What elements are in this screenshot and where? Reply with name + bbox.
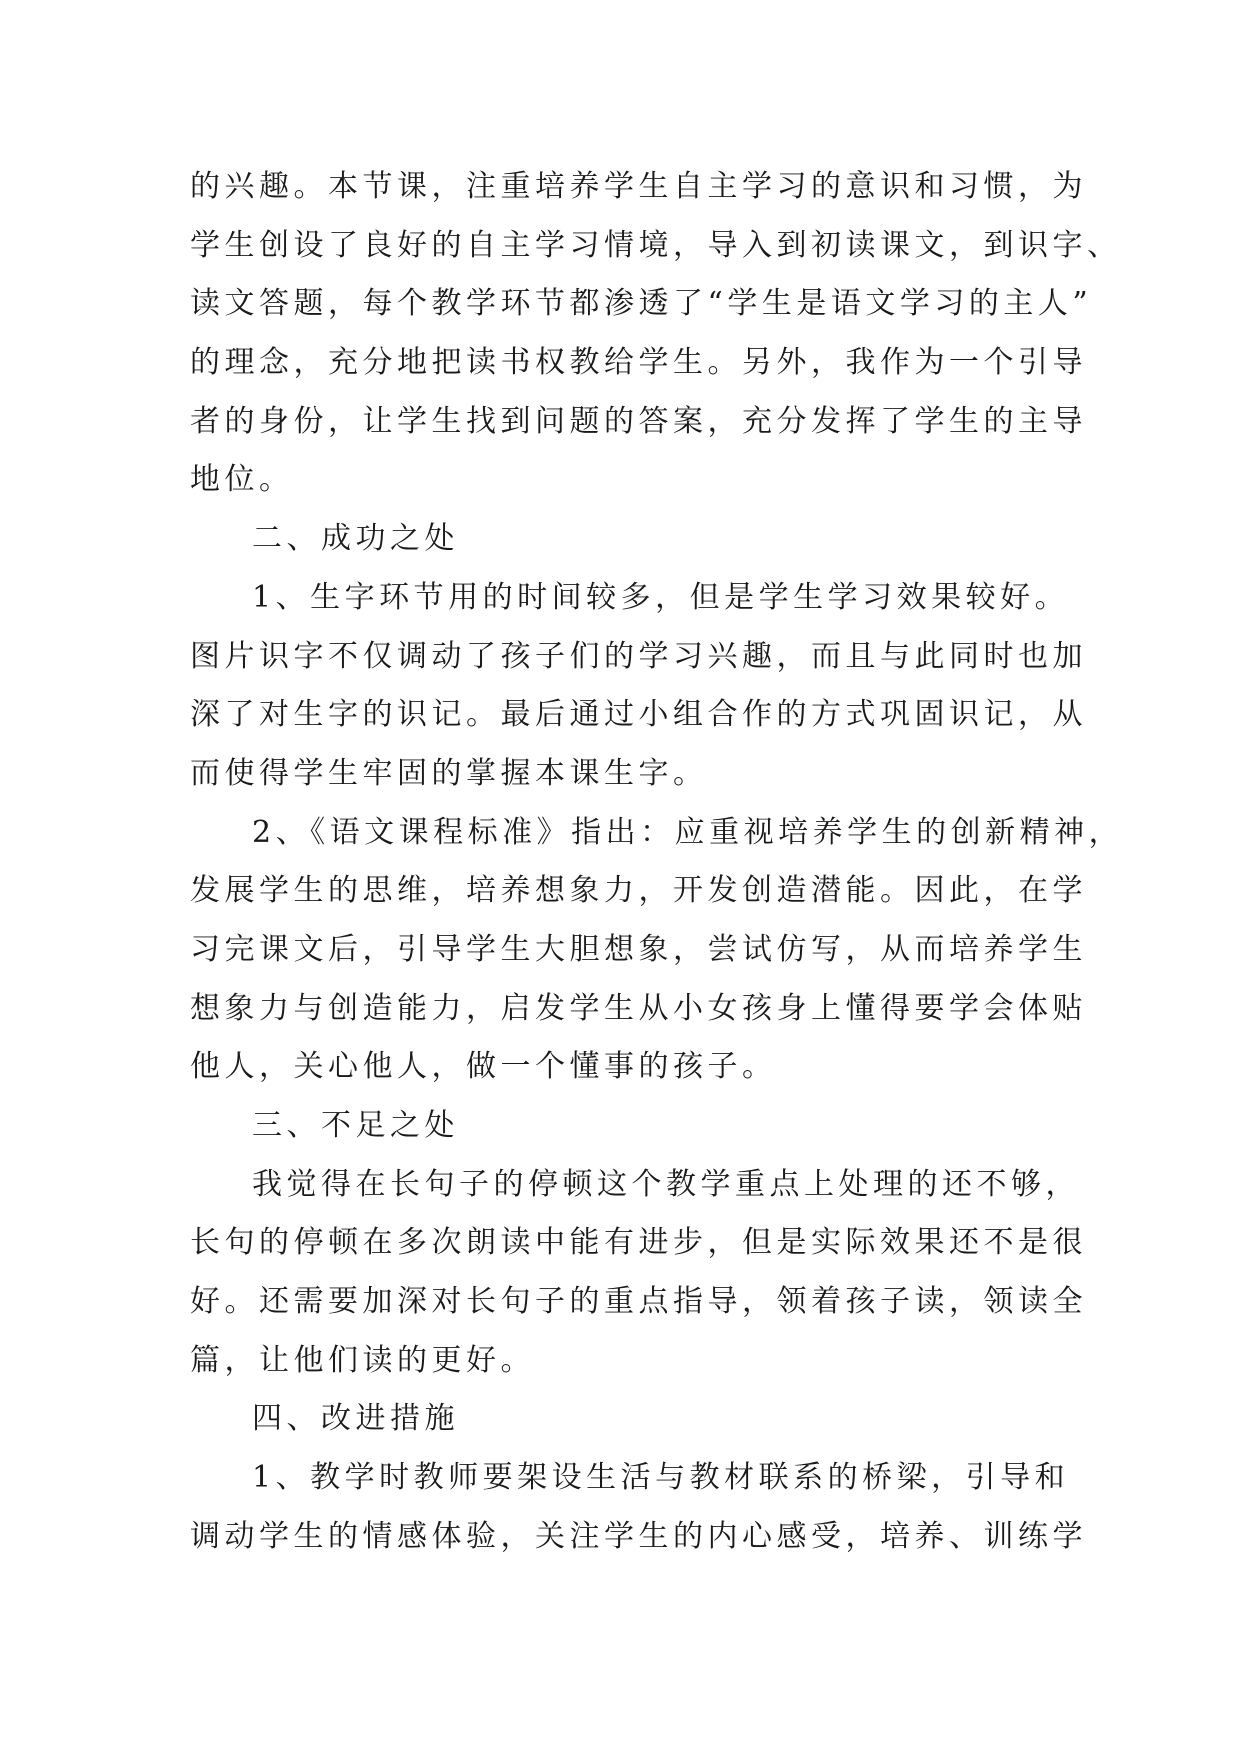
text-line: 学生创设了良好的自主学习情境，导入到初读课文，到识字、: [190, 227, 1122, 263]
text-line: 的理念，充分地把读书权教给学生。另外，我作为一个引导: [190, 345, 1087, 381]
text-line: 而使得学生牢固的掌握本课生字。: [190, 755, 708, 791]
text-line: 图片识字不仅调动了孩子们的学习兴趣，而且与此同时也加: [190, 638, 1087, 674]
text-line: 好。还需要加深对长句子的重点指导，领着孩子读，领读全: [190, 1284, 1087, 1320]
paragraph-start: 1、生字环节用的时间较多，但是学生学习效果较好。: [252, 579, 1070, 615]
section-heading: 四、改进措施: [252, 1401, 459, 1437]
paragraph-start: 1、教学时教师要架设生活与教材联系的桥梁，引导和: [252, 1460, 1070, 1496]
text-line: 地位。: [190, 462, 294, 498]
text-line: 习完课文后，引导学生大胆想象，尝试仿写，从而培养学生: [190, 931, 1087, 967]
section-heading: 三、不足之处: [252, 1108, 459, 1143]
text-line: 想象力与创造能力，启发学生从小女孩身上懂得要学会体贴: [190, 990, 1087, 1026]
text-line: 他人，关心他人，做一个懂事的孩子。: [190, 1049, 777, 1085]
paragraph-start: 我觉得在长句子的停顿这个教学重点上处理的还不够，: [252, 1166, 1080, 1202]
document-body: [190, 158, 1124, 1567]
text-line: 调动学生的情感体验，关注学生的内心感受，培养、训练学: [190, 1518, 1087, 1554]
text-line: 发展学生的思维，培养想象力，开发创造潜能。因此，在学: [190, 873, 1087, 909]
section-heading: 二、成功之处: [252, 521, 459, 557]
paragraph-start: 2、《语文课程标准》指出：应重视培养学生的创新精神，: [252, 814, 1124, 850]
text-line: 读文答题，每个教学环节都渗透了“学生是语文学习的主人”: [190, 286, 1093, 322]
text-line: 篇，让他们读的更好。: [190, 1342, 535, 1378]
text-line: 长句的停顿在多次朗读中能有进步，但是实际效果还不是很: [190, 1225, 1087, 1261]
text-line: 深了对生字的识记。最后通过小组合作的方式巩固识记，从: [190, 697, 1087, 733]
text-line: 的兴趣。本节课，注重培养学生自主学习的意识和习惯，为: [190, 169, 1087, 204]
text-line: 者的身份，让学生找到问题的答案，充分发挥了学生的主导: [190, 403, 1087, 439]
